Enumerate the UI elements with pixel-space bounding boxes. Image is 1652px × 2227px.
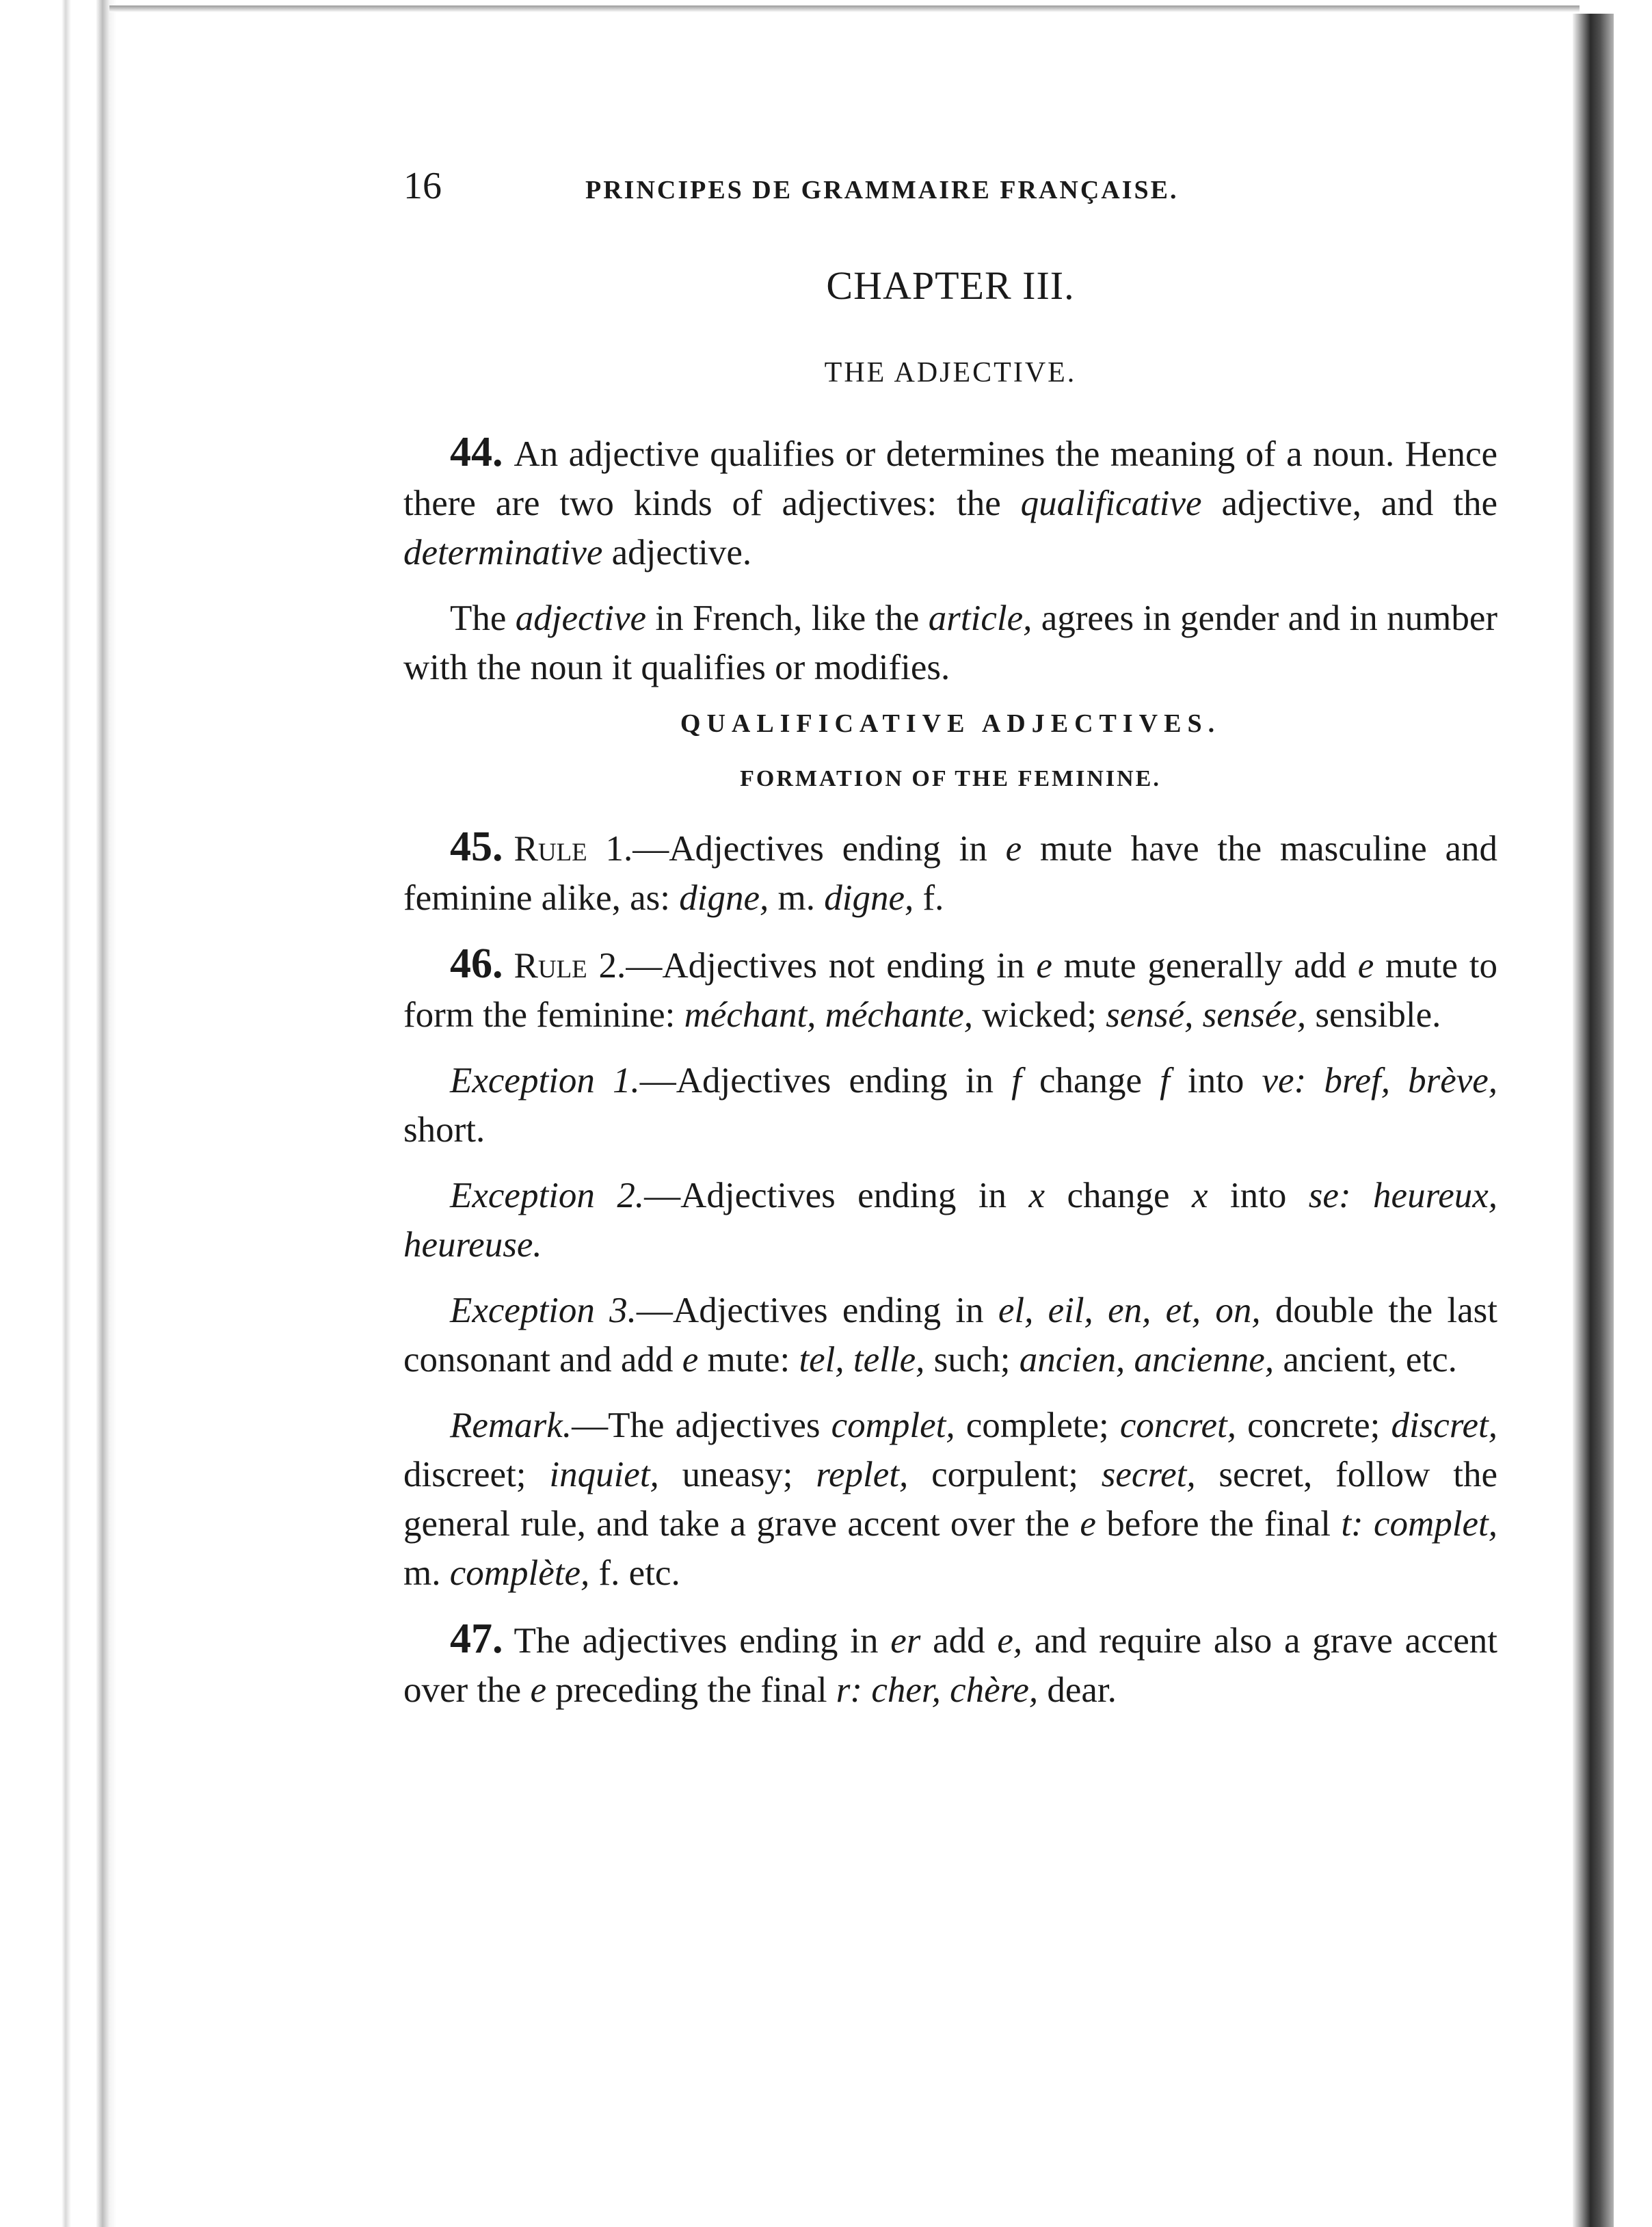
italic-term: x <box>1028 1176 1045 1215</box>
text <box>1351 1176 1373 1215</box>
text: mute to form the feminine: <box>403 946 1497 1035</box>
italic-term: inquiet, <box>549 1455 659 1494</box>
italic-term: e, <box>997 1621 1023 1661</box>
exception-1 <box>403 1056 1497 1155</box>
text: m. <box>769 878 825 918</box>
italic-term: secret, <box>1101 1455 1196 1494</box>
text: in French, like the <box>646 598 929 638</box>
italic-term: digne, <box>679 878 769 918</box>
text: concrete; <box>1236 1406 1391 1445</box>
exception-3 <box>403 1286 1497 1384</box>
italic-term: sensé, sensée, <box>1106 995 1307 1035</box>
text: discreet; <box>403 1455 550 1494</box>
running-title: PRINCIPES DE GRAMMAIRE FRANÇAISE. <box>585 176 1179 205</box>
text: An adjective qualifies or determines the meaning of a noun. Hence there are two kinds of adjectives: the <box>403 434 1497 523</box>
text: add <box>920 1621 998 1661</box>
text: The adjectives ending in <box>514 1621 891 1661</box>
text: such; <box>924 1340 1020 1380</box>
section-number: 46. <box>450 940 503 987</box>
section-number: 47. <box>450 1616 503 1662</box>
running-head <box>403 164 1497 208</box>
italic-term: e <box>1357 946 1374 986</box>
italic-term: discret, <box>1391 1406 1497 1445</box>
text: and require also a grave accent over the <box>403 1621 1497 1710</box>
italic-term: x <box>1191 1176 1208 1215</box>
text: —Adjectives ending in <box>632 829 1006 869</box>
paragraph-agreement <box>403 594 1497 692</box>
italic-term: e <box>1080 1504 1096 1544</box>
italic-term: f <box>1011 1061 1022 1101</box>
section-number: 45. <box>450 823 503 870</box>
subheading-feminine: FORMATION OF THE FEMININE. <box>740 766 1161 791</box>
italic-term: méchant, méchante, <box>684 995 973 1035</box>
paragraph-46 <box>403 939 1497 1040</box>
text: f. <box>914 878 944 918</box>
italic-term: ve: <box>1262 1061 1307 1101</box>
text: —Adjectives ending in <box>639 1061 1012 1101</box>
text: —Adjectives not ending in <box>626 946 1037 986</box>
text: before the final <box>1095 1504 1342 1544</box>
italic-term: e <box>530 1670 546 1710</box>
italic-term: ancien, ancienne, <box>1019 1340 1275 1380</box>
text: corpulent; <box>908 1455 1102 1494</box>
italic-term: adjective <box>515 598 647 638</box>
italic-term: complète, <box>449 1553 590 1593</box>
binding-edge <box>0 0 116 2227</box>
text: f. etc. <box>589 1553 680 1593</box>
exception-label: Exception 3. <box>450 1291 637 1330</box>
italic-term: t: complet, <box>1341 1504 1497 1544</box>
text: change <box>1021 1061 1160 1101</box>
text: into <box>1208 1176 1309 1215</box>
text <box>1306 1061 1324 1101</box>
rule-label: Rule 2. <box>514 946 626 986</box>
text: mute generally add <box>1052 946 1358 986</box>
exception-2 <box>403 1171 1497 1269</box>
text: agrees in gender and in number with the noun it qualifies or modifies. <box>403 598 1497 687</box>
paragraph-44 <box>403 427 1497 577</box>
text: ancient, etc. <box>1274 1340 1457 1380</box>
subheading-qualificative: QUALIFICATIVE ADJECTIVES. <box>680 709 1221 738</box>
remark-label: Remark. <box>450 1406 572 1445</box>
rule-label: Rule 1. <box>514 829 633 869</box>
italic-term: e <box>682 1340 699 1380</box>
text: change <box>1045 1176 1192 1215</box>
text: adjective, and the <box>1201 484 1498 523</box>
italic-term: concret, <box>1119 1406 1237 1445</box>
text: mute: <box>698 1340 799 1380</box>
italic-term: e <box>1036 946 1052 986</box>
text: mute have the masculine and feminine alike, as: <box>403 829 1497 918</box>
paragraph-45 <box>403 822 1497 923</box>
text: sensible. <box>1306 995 1441 1035</box>
italic-term: e <box>1005 829 1022 869</box>
italic-term: determinative <box>403 533 603 572</box>
exception-label: Exception 2. <box>450 1176 645 1215</box>
italic-term: se: <box>1308 1176 1351 1215</box>
italic-term: er <box>890 1621 921 1661</box>
italic-term: complet, <box>831 1406 955 1445</box>
chapter-title: CHAPTER III. <box>826 263 1075 308</box>
paragraph-47 <box>403 1614 1497 1715</box>
exception-label: Exception 1. <box>450 1061 640 1101</box>
text: secret, follow the general rule, and take a grave accent over the <box>403 1455 1497 1544</box>
book-page <box>403 164 1497 1731</box>
text: into <box>1169 1061 1262 1101</box>
italic-term: r: cher, chère, <box>836 1670 1039 1710</box>
page-number: 16 <box>403 165 442 207</box>
text: complete; <box>955 1406 1120 1445</box>
text: wicked; <box>973 995 1106 1035</box>
remark <box>403 1401 1497 1598</box>
italic-term: bref, brève, <box>1324 1061 1498 1101</box>
text: double the last consonant and add <box>403 1291 1498 1380</box>
italic-term: f <box>1160 1061 1170 1101</box>
italic-term: qualificative <box>1020 484 1202 523</box>
italic-term: replet, <box>816 1455 909 1494</box>
italic-term: digne, <box>824 878 914 918</box>
italic-term: article, <box>928 598 1032 638</box>
italic-term: el, eil, en, et, on, <box>998 1291 1261 1330</box>
italic-term: heureux, heureuse. <box>403 1176 1498 1265</box>
text: uneasy; <box>658 1455 816 1494</box>
text: The <box>450 598 516 638</box>
text: short. <box>403 1110 485 1150</box>
text: adjective. <box>602 533 752 572</box>
text: m. <box>403 1553 450 1593</box>
text: dear. <box>1038 1670 1117 1710</box>
scan-edge-strip <box>1573 14 1614 2227</box>
text: —Adjectives ending in <box>644 1176 1029 1215</box>
section-title: THE ADJECTIVE. <box>824 357 1077 388</box>
top-edge <box>109 5 1580 12</box>
text: —The adjectives <box>572 1406 831 1445</box>
section-number: 44. <box>450 429 503 475</box>
text: —Adjectives ending in <box>636 1291 998 1330</box>
italic-term: tel, telle, <box>799 1340 925 1380</box>
text: preceding the final <box>546 1670 836 1710</box>
